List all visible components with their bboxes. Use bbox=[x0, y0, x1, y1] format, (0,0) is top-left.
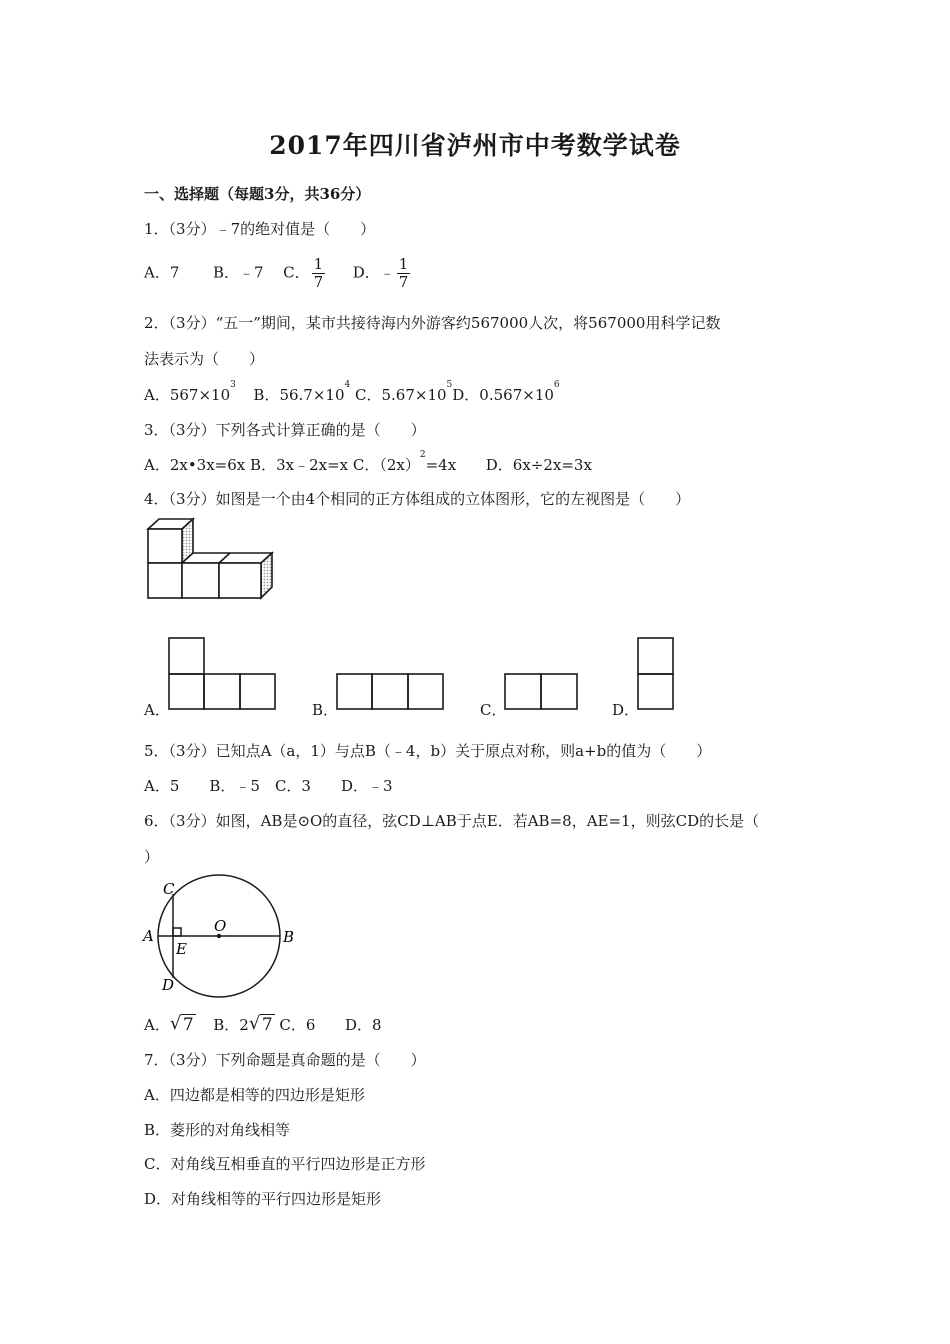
q4-option-a-figure bbox=[168, 637, 278, 712]
q2-option-c: C．$5.67\times 10^5$ bbox=[355, 380, 453, 404]
q4-option-d-label: D． bbox=[612, 701, 640, 719]
sqrt-icon: √ 7 bbox=[169, 1013, 194, 1035]
label-c: C bbox=[163, 880, 175, 898]
q6-option-a: A． √ 7 bbox=[144, 1013, 194, 1035]
q1-options bbox=[144, 256, 412, 291]
q5-options: A．5 B．﹣5 C．3 D．﹣3 bbox=[144, 777, 393, 795]
q6-circle-figure bbox=[140, 872, 310, 1000]
q3-option-d: D．6x÷2x=3x bbox=[485, 456, 592, 474]
q3-option-c: C．$(2x)^2=4x$ bbox=[352, 450, 457, 474]
q7-option-d: D．对角线相等的平行四边形是矩形 bbox=[144, 1190, 382, 1208]
page-title: 2017年四川省泸州市中考数学试卷 bbox=[269, 131, 681, 160]
q3-options bbox=[144, 450, 592, 475]
q3-stem: 3．（3分）下列各式计算正确的是（ ） bbox=[144, 421, 426, 439]
label-b: B bbox=[283, 928, 295, 946]
q5-stem: 5．（3分）已知点A（a，1）与点B（﹣4，b）关于原点对称，则a+b的值为（ ） bbox=[144, 742, 712, 760]
section-heading: 一、选择题（每题3分，共36分） bbox=[144, 185, 371, 203]
q6-option-c: C．6 bbox=[279, 1016, 316, 1034]
q1-option-b: B．﹣7 bbox=[212, 263, 264, 282]
q7-option-c: C．对角线互相垂直的平行四边形是正方形 bbox=[144, 1155, 426, 1173]
q4-option-d-figure bbox=[637, 637, 677, 713]
q4-option-c-label: C． bbox=[480, 701, 507, 719]
q2-option-b: B．$56.7\times 10^4$ bbox=[253, 380, 351, 404]
q7-stem: 7．（3分）下列命题是真命题的是（ ） bbox=[144, 1051, 426, 1069]
label-d: D bbox=[162, 976, 175, 994]
q6-options bbox=[144, 1014, 382, 1035]
q4-option-a-label: A． bbox=[144, 701, 170, 719]
q2-stem-line1: 2．（3分）“五一”期间，某市共接待海内外游客约567000人次，将567000用科学记数 bbox=[144, 314, 721, 332]
q2-stem-line2: 法表示为（ ） bbox=[144, 350, 265, 368]
q4-option-b-label: B． bbox=[312, 701, 339, 719]
label-o: O bbox=[214, 917, 227, 935]
q1-option-d: D．﹣ bbox=[352, 263, 395, 282]
q4-option-c-figure bbox=[504, 673, 580, 713]
q6-stem-line2: ） bbox=[144, 848, 160, 866]
q6-option-b: B．2 √ 7 bbox=[213, 1013, 273, 1035]
q6-stem-line1: 6．（3分）如图，AB是⊙O的直径，弦CD⊥AB于点E．若AB=8，AE=1，则弦CD的长是（ bbox=[144, 812, 760, 830]
q3-option-a: A．2x•3x=6x bbox=[144, 456, 246, 474]
q2-options bbox=[144, 380, 560, 405]
q2-option-a: A．$567\times 10^3$ bbox=[144, 380, 236, 404]
label-e: E bbox=[176, 940, 187, 958]
q6-option-d: D．8 bbox=[345, 1016, 382, 1034]
q4-option-b-figure bbox=[336, 673, 446, 713]
sqrt-icon: √ 7 bbox=[248, 1013, 273, 1035]
q1-option-a: A．7 bbox=[144, 263, 180, 282]
q2-option-d: D．$0.567\times 10^6$ bbox=[452, 380, 560, 404]
q1-stem: 1．（3分）﹣7的绝对值是（ ） bbox=[144, 220, 376, 238]
q4-stem: 4．（3分）如图是一个由4个相同的正方体组成的立体图形，它的左视图是（ ） bbox=[144, 490, 691, 508]
label-a: A bbox=[143, 927, 154, 945]
q7-option-b: B．菱形的对角线相等 bbox=[144, 1121, 291, 1139]
q7-option-a: A．四边都是相等的四边形是矩形 bbox=[144, 1086, 365, 1104]
q4-solid-figure bbox=[140, 515, 290, 605]
q1-option-c: C． bbox=[283, 263, 310, 282]
q3-option-b: B．3x﹣2x=x bbox=[250, 456, 349, 474]
q1-fraction-c: $\frac{1}{7}$ bbox=[313, 255, 324, 291]
q1-fraction-d: $\frac{1}{7}$ bbox=[398, 255, 409, 291]
